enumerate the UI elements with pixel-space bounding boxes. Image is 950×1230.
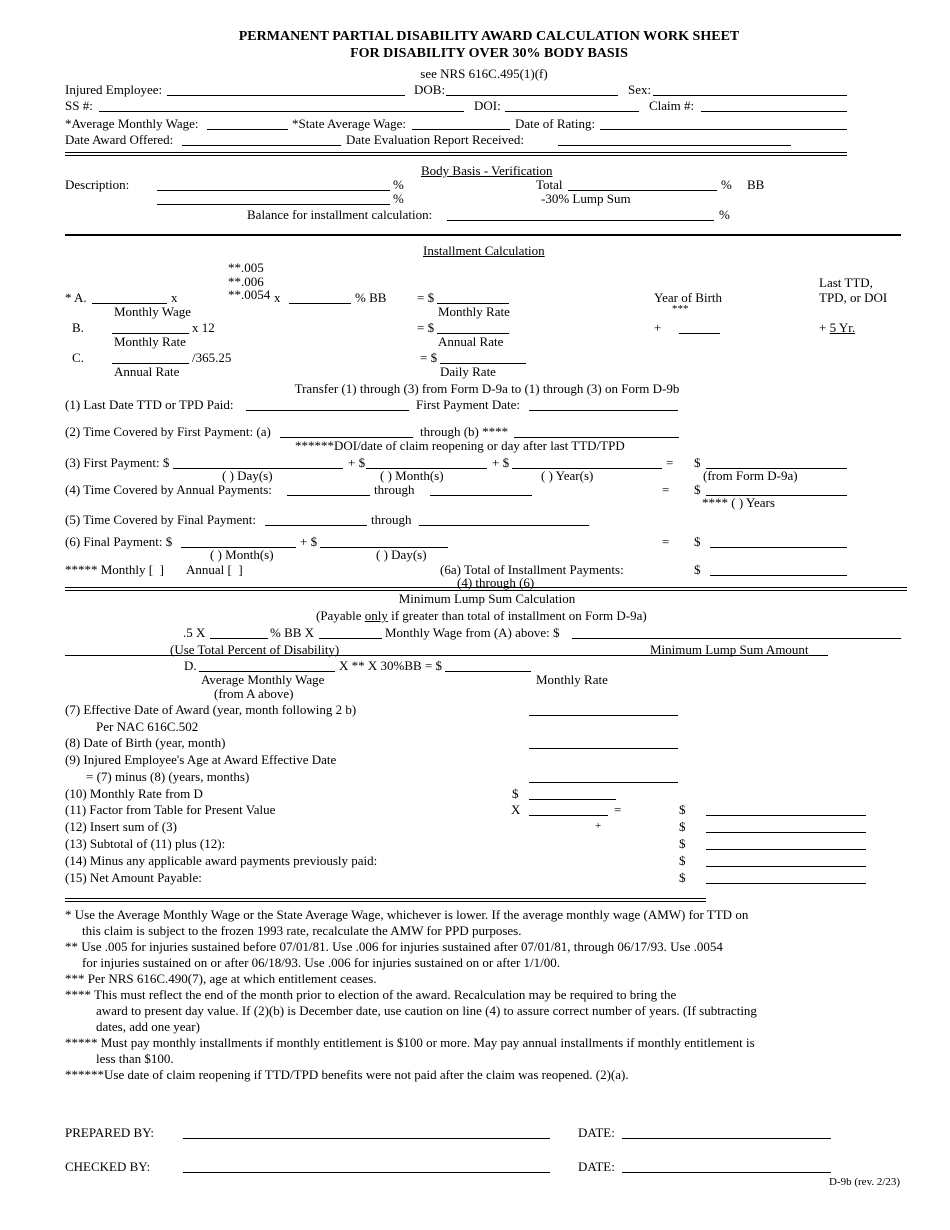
line-9-label: (9) Injured Employee's Age at Award Effective Date [65,752,337,767]
use-total-note: (Use Total Percent of Disability) [170,642,340,657]
item-6a-dollar: $ [694,562,701,577]
footnote-5-cont: less than $100. [96,1051,174,1066]
line-11-result-field[interactable] [706,815,866,816]
plus-five-years: + 5 Yr. [819,320,856,335]
payable-note: (Payable only if greater than total of installment on Form D-9a) [316,608,647,623]
annual-payments-through-field[interactable] [430,495,532,496]
line-9-sub: = (7) minus (8) (years, months) [86,769,250,784]
doi-label: DOI: [474,98,501,113]
section-divider [65,234,901,236]
sex-field[interactable] [653,95,847,96]
line-12-label: (12) Insert sum of (3) [65,819,177,834]
footnote-4-cont-2: dates, add one year) [96,1019,200,1034]
footnote-3: *** Per NRS 616C.490(7), age at which entitlement ceases. [65,971,377,986]
factor-0054: **.0054 [228,287,271,302]
min-lump-amount-caption: Minimum Lump Sum Amount [650,642,809,657]
line-8-label: (8) Date of Birth (year, month) [65,735,226,750]
years-caption: ( ) Year(s) [541,468,594,483]
item-6-label: (6) Final Payment: $ [65,534,173,549]
first-payment-date-label: First Payment Date: [416,397,520,412]
line-13-label: (13) Subtotal of (11) plus (12): [65,836,226,851]
average-monthly-wage-field[interactable] [207,129,288,130]
monthly-rate-caption: Monthly Rate [438,304,510,319]
year-of-birth-field[interactable] [679,333,720,334]
date-of-rating-label: Date of Rating: [515,116,596,131]
line-10-label: (10) Monthly Rate from D [65,786,203,801]
months-caption: ( ) Month(s) [380,468,444,483]
dob-field[interactable] [446,95,618,96]
item-3-plus-1: + $ [348,455,366,470]
injured-employee-label: Injured Employee: [65,82,163,97]
body-basis-heading: Body Basis - Verification [421,163,553,178]
description-pct-1: % [393,177,404,192]
annual-payments-from-field[interactable] [287,495,370,496]
from-a-above-caption: (from A above) [214,686,294,701]
checked-date-label: DATE: [578,1159,615,1174]
balance-pct: % [719,207,730,222]
item-2-through: through (b) **** [420,424,509,439]
transfer-instruction: Transfer (1) through (3) from Form D-9a to (1) through (3) on Form D-9b [294,381,680,396]
line-12-dollar: $ [679,819,686,834]
date-award-offered-label: Date Award Offered: [65,132,174,147]
last-ttd-label-2: TPD, or DOI [819,290,888,305]
line-13-result-field[interactable] [706,849,866,850]
injured-employee-field[interactable] [167,95,405,96]
date-evaluation-report-label: Date Evaluation Report Received: [346,132,524,147]
first-payment-date-field[interactable] [529,410,678,411]
form-title: PERMANENT PARTIAL DISABILITY AWARD CALCULATION WORK SHEET [238,29,740,44]
date-of-birth-field[interactable] [529,748,678,749]
line-11-label: (11) Factor from Table for Present Value [65,802,276,817]
monthly-rate-d-field[interactable] [529,799,616,800]
line-13-dollar: $ [679,836,686,851]
section-divider [65,152,847,156]
item-4-equals: = [662,482,670,497]
item-6-plus: + $ [300,534,318,549]
last-ttd-paid-field[interactable] [246,410,409,411]
total-pct: % [721,177,732,192]
item-6a-label: (6a) Total of Installment Payments: [440,562,624,577]
statute-reference: see NRS 616C.495(1)(f) [420,66,548,81]
item-2-note: ******DOI/date of claim reopening or day after last TTD/TPD [295,438,625,453]
line-a-times-2: x [274,290,281,305]
line-a-pctbb: % BB [355,290,387,305]
item-3-dollar: $ [694,455,701,470]
lump-sum-label: -30% Lump Sum [541,191,631,206]
line-b-monthly-rate-caption: Monthly Rate [114,334,186,349]
item-5-through: through [371,512,412,527]
item-1-label: (1) Last Date TTD or TPD Paid: [65,397,234,412]
monthly-wage-caption: Monthly Wage [114,304,192,319]
prepared-by-label: PREPARED BY: [65,1125,154,1140]
line-14-label: (14) Minus any applicable award payments previously paid: [65,853,378,868]
total-label: Total [536,177,563,192]
line-15-label: (15) Net Amount Payable: [65,870,202,885]
state-average-wage-field[interactable] [412,129,510,130]
footnote-2-cont: for injuries sustained on or after 06/18/93. Use .006 for injuries sustained on or after 1/1/00. [82,955,561,970]
balance-field[interactable] [447,220,714,221]
item-4-label: (4) Time Covered by Annual Payments: [65,482,272,497]
factor-005: **.005 [228,260,264,275]
last-ttd-label-1: Last TTD, [819,275,873,290]
item-3-label: (3) First Payment: $ [65,455,170,470]
avg-monthly-wage-caption: Average Monthly Wage [201,672,325,687]
line-c-annual-rate-caption: Annual Rate [114,364,180,379]
min-lump-heading: Minimum Lump Sum Calculation [398,591,576,606]
line-12-plus: + [595,820,602,832]
present-value-factor-field[interactable] [529,815,608,816]
effective-date-field[interactable] [529,715,678,716]
line-14-dollar: $ [679,853,686,868]
line-c-equals: = $ [420,350,438,365]
dob-label: DOB: [414,82,446,97]
line-b-times-12: x 12 [192,320,215,335]
item-4-years-caption: **** ( ) Years [702,495,775,510]
age-at-award-field[interactable] [529,782,678,783]
line-14-result-field[interactable] [706,866,866,867]
doi-field[interactable] [505,111,639,112]
balance-label: Balance for installment calculation: [247,207,433,222]
footnote-2: ** Use .005 for injuries sustained before 07/01/81. Use .006 for injuries sustained after 07/01/81, through 06/17/93. Use .0054 [65,939,723,954]
line-a-equals: = $ [417,290,435,305]
form-id: D-9b (rev. 2/23) [829,1176,901,1188]
prepared-date-label: DATE: [578,1125,615,1140]
state-average-wage-label: *State Average Wage: [292,116,406,131]
final-payment-through-field[interactable] [419,525,589,526]
line-10-dollar: $ [512,786,519,801]
line-11-dollar: $ [679,802,686,817]
checked-by-field[interactable] [183,1172,550,1173]
line-a-label: * A. [65,290,87,305]
stars-3: *** [672,303,689,315]
ss-label: SS #: [65,98,93,113]
formula-wage-field[interactable] [319,638,382,639]
formula-half: .5 X [183,625,206,640]
formula-wage-label: Monthly Wage from (A) above: $ [385,625,560,640]
line-7-label: (7) Effective Date of Award (year, month following 2 b) [65,702,357,717]
formula-pct-field[interactable] [210,638,268,639]
line-d-formula: X ** X 30%BB = $ [339,658,443,673]
line-b-label: B. [72,320,84,335]
description-label: Description: [65,177,130,192]
from-form-d9a: (from Form D-9a) [703,468,798,483]
plus-sign: + [654,320,662,335]
claim-number-label: Claim #: [649,98,695,113]
line-15-dollar: $ [679,870,686,885]
line-a-times: x [171,290,178,305]
line-a-pct-field[interactable] [289,303,351,304]
description-field-2[interactable] [157,204,390,205]
item-6-days-caption: ( ) Day(s) [376,547,427,562]
final-payment-from-field[interactable] [265,525,367,526]
footnotes [65,907,825,1083]
footnote-1: * Use the Average Monthly Wage or the State Average Wage, whichever is lower. If the average monthly wage (AMW) for TTD on [65,907,749,922]
line-12-result-field[interactable] [706,832,866,833]
item-6a-subcaption: (4) through (6) [457,575,535,590]
line-d-monthly-rate-caption: Monthly Rate [536,672,608,687]
min-lump-divider [65,655,828,656]
payable-only: only [364,608,388,623]
checked-by-label: CHECKED BY: [65,1159,151,1174]
description-field-1[interactable] [157,190,390,191]
line-11-equals: = [614,802,622,817]
prepared-date-field[interactable] [622,1138,831,1139]
claim-number-field[interactable] [701,111,847,112]
item-4-through: through [374,482,415,497]
average-monthly-wage-label: *Average Monthly Wage: [65,116,199,131]
item-6-equals: = [662,534,670,549]
date-award-offered-field[interactable] [182,145,341,146]
form-subtitle: FOR DISABILITY OVER 30% BODY BASIS [350,46,628,61]
footnote-1-cont: this claim is subject to the frozen 1993 rate, recalculate the AMW for PPD purposes. [82,923,522,938]
line-d-label: D. [184,658,197,673]
bb-label: BB [747,177,765,192]
item-2-label: (2) Time Covered by First Payment: (a) [65,424,271,439]
date-of-rating-field[interactable] [600,129,847,130]
formula-pctbb: % BB X [270,625,315,640]
annual-rate-caption: Annual Rate [438,334,504,349]
footnote-5: ***** Must pay monthly installments if monthly entitlement is $100 or more. May pay annual installments if monthly entitlement is [65,1035,755,1050]
footnote-4-cont: award to present day value. If (2)(b) is December date, use caution on line (4) to assure correct number of years. (If subtracting [96,1003,757,1018]
factor-006: **.006 [228,274,264,289]
item-4-dollar: $ [694,482,701,497]
installment-heading: Installment Calculation [423,243,545,258]
line-c-divide: /365.25 [192,350,232,365]
installment-total-field[interactable] [710,575,847,576]
description-pct-2: % [393,191,404,206]
checked-date-field[interactable] [622,1172,831,1173]
date-evaluation-report-field[interactable] [558,145,791,146]
line-11-times: X [511,802,521,817]
footnote-divider [65,898,706,902]
line-b-equals: = $ [417,320,435,335]
item-6-months-caption: ( ) Month(s) [210,547,274,562]
year-of-birth-label: Year of Birth [654,290,723,305]
footnote-4: **** This must reflect the end of the month prior to election of the award. Recalculation may be required to bring the [65,987,677,1002]
net-amount-payable-field[interactable] [706,883,866,884]
item-3-plus-2: + $ [492,455,510,470]
line-d-result-field[interactable] [445,671,531,672]
item-5-label: (5) Time Covered by Final Payment: [65,512,257,527]
line-7-sub: Per NAC 616C.502 [96,719,199,734]
prepared-by-field[interactable] [183,1138,550,1139]
line-c-label: C. [72,350,84,365]
ss-field[interactable] [99,111,464,112]
item-6-dollar: $ [694,534,701,549]
final-payment-total-field[interactable] [710,547,847,548]
monthly-annual-checkboxes[interactable]: ***** Monthly [ ] Annual [ ] [65,562,243,577]
daily-rate-caption: Daily Rate [440,364,496,379]
item-3-equals: = [666,455,674,470]
min-lump-amount-field[interactable] [572,638,901,639]
days-caption: ( ) Day(s) [222,468,273,483]
sex-label: Sex: [628,82,652,97]
five-years: 5 Yr. [829,320,856,335]
footnote-6: ******Use date of claim reopening if TTD/TPD benefits were not paid after the claim was reopened. (2)(a). [65,1067,629,1082]
